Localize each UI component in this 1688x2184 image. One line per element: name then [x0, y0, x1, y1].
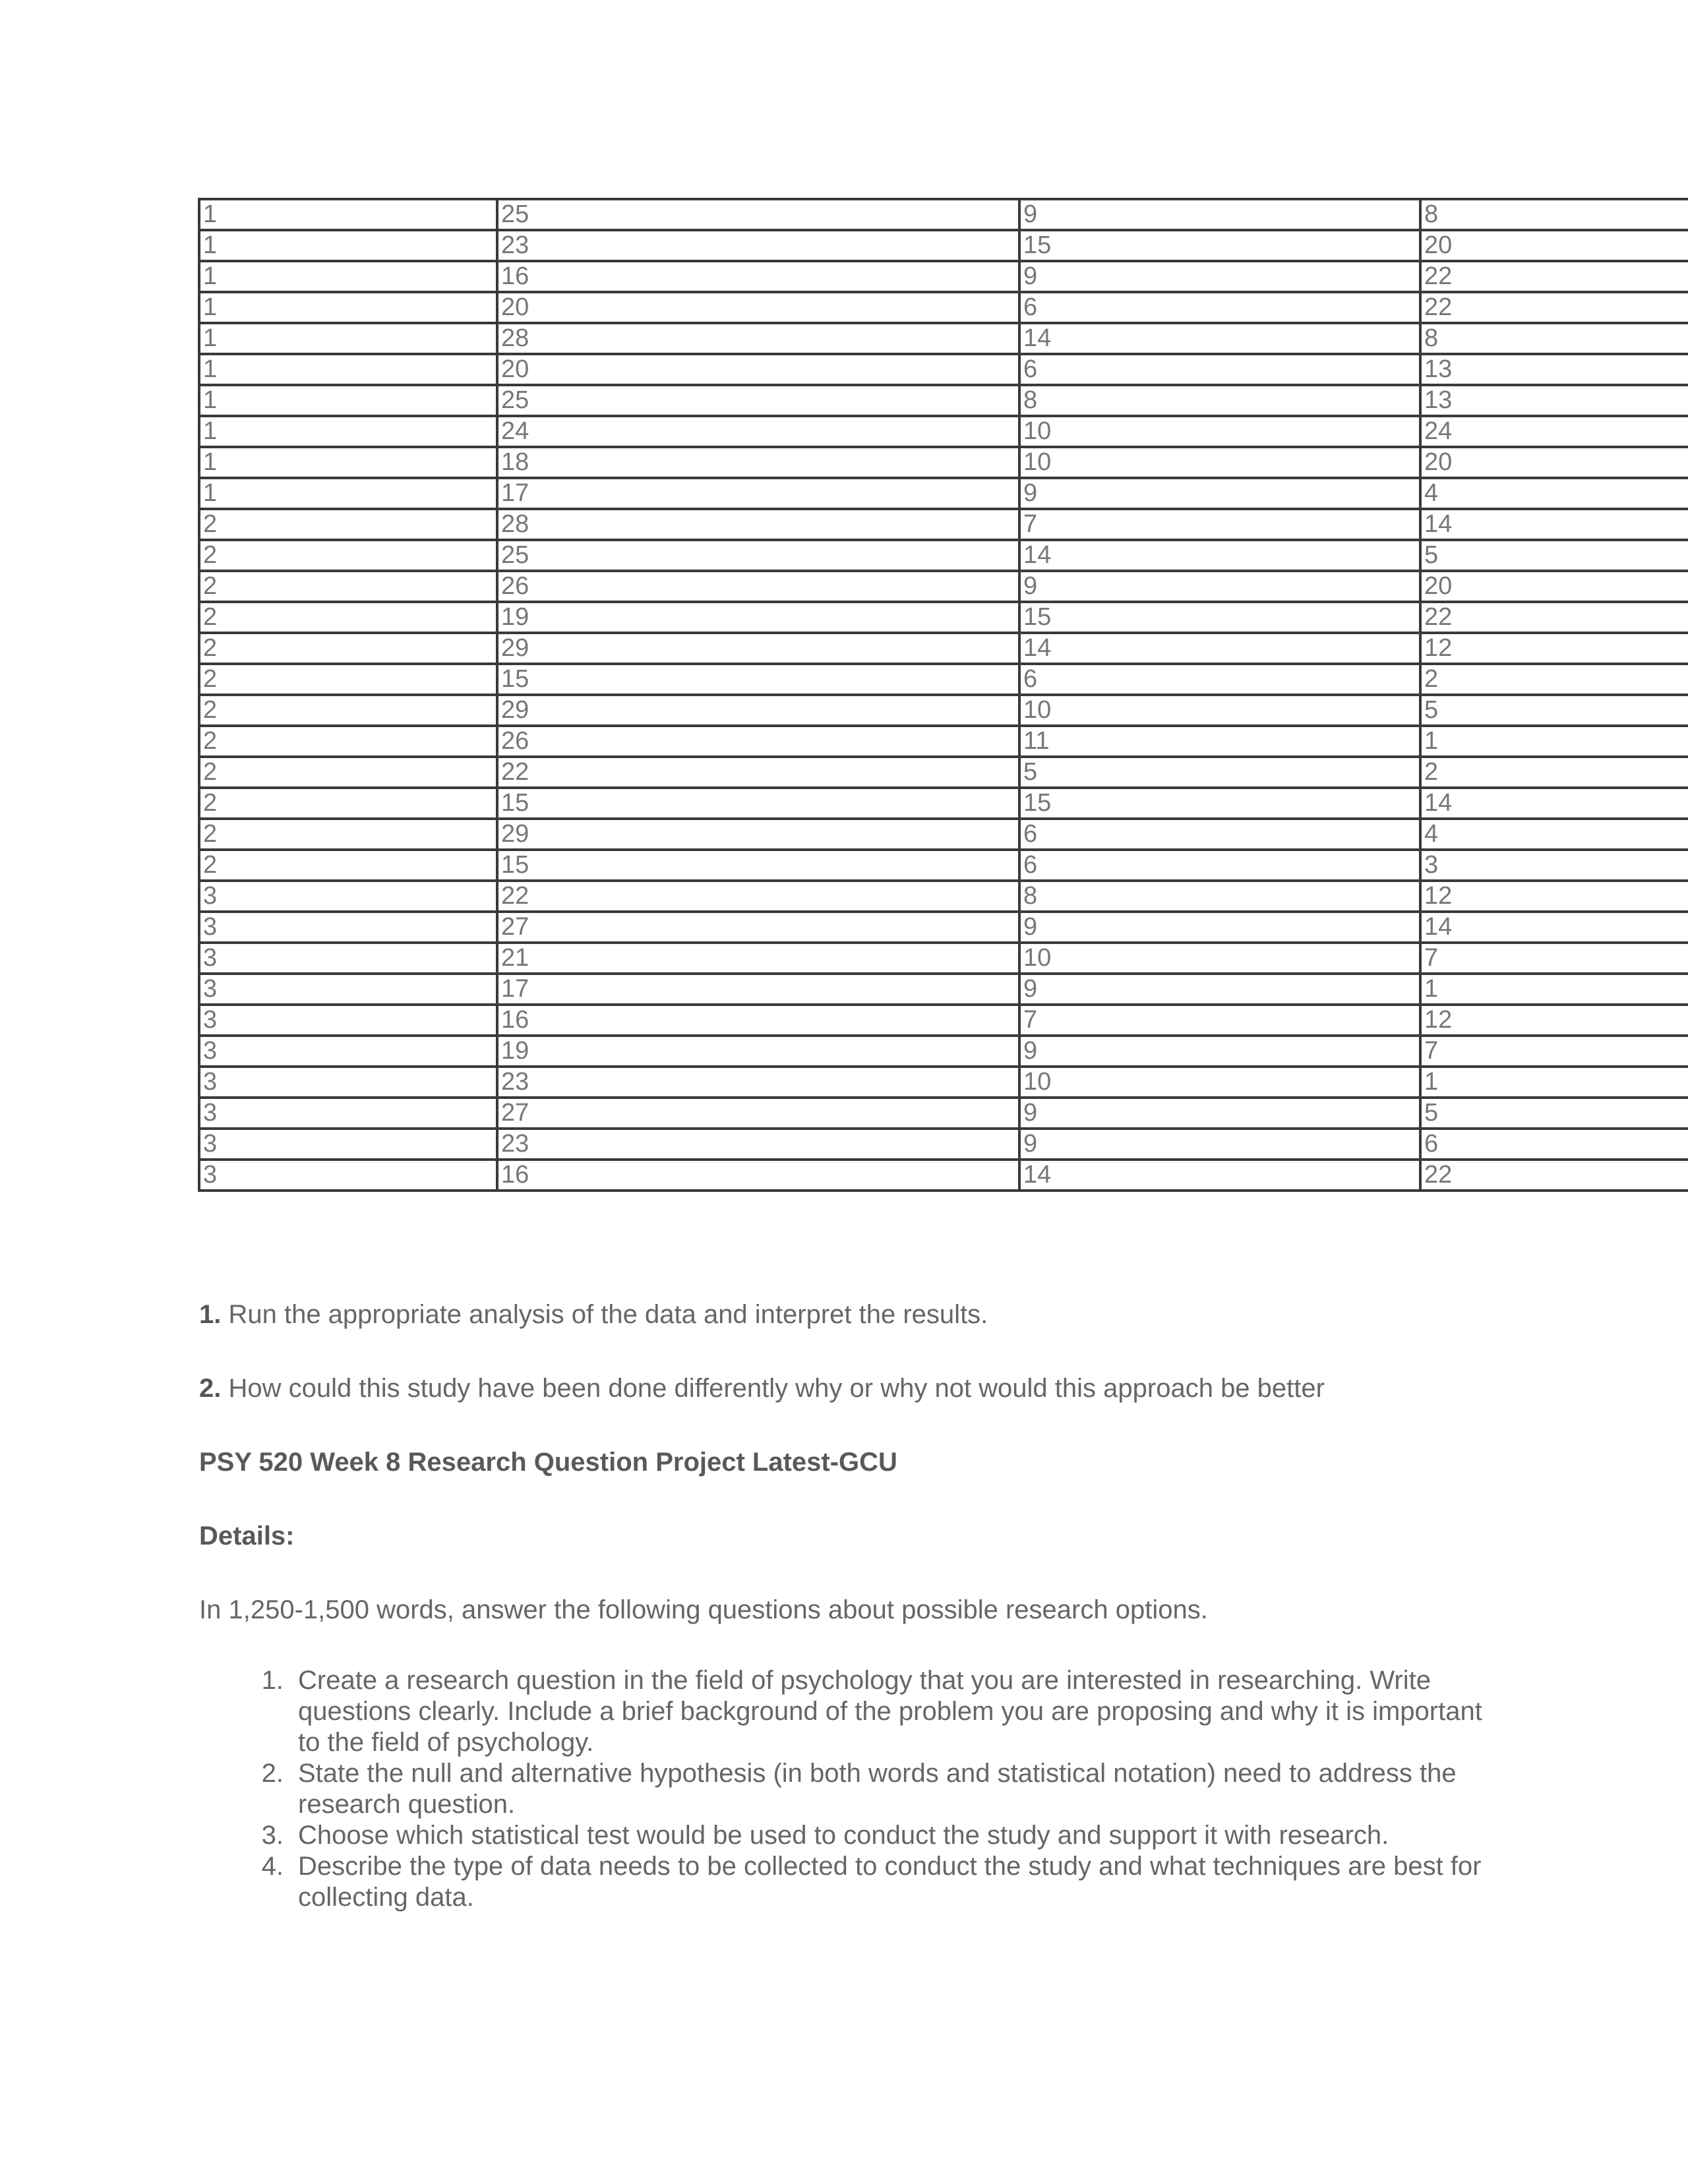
question-1-number: 1. — [199, 1300, 222, 1329]
table-cell: 20 — [497, 292, 1019, 323]
table-cell: 26 — [497, 571, 1019, 602]
table-cell: 2 — [199, 571, 497, 602]
task-text: Choose which statistical test would be used to conduct the study and support it with research. — [298, 1821, 1389, 1850]
table-row — [199, 974, 1688, 1005]
table-row — [199, 1067, 1688, 1098]
table-cell: 10 — [1019, 1067, 1420, 1098]
table-cell: 20 — [497, 354, 1019, 385]
table-row — [199, 633, 1688, 664]
table-row — [199, 354, 1688, 385]
table-row — [199, 447, 1688, 478]
table-cell: 25 — [497, 540, 1019, 571]
table-cell: 29 — [497, 819, 1019, 850]
table-cell: 2 — [199, 664, 497, 695]
table-row — [199, 819, 1688, 850]
table-cell: 7 — [1019, 1005, 1420, 1036]
table-cell: 7 — [1019, 509, 1420, 540]
table-cell: 3 — [1420, 850, 1688, 881]
table-cell: 14 — [1420, 912, 1688, 943]
table-row — [199, 1098, 1688, 1129]
table-row — [199, 323, 1688, 354]
table-row — [199, 540, 1688, 571]
table-cell: 21 — [497, 943, 1019, 974]
table-cell: 14 — [1019, 540, 1420, 571]
table-cell: 3 — [199, 974, 497, 1005]
table-cell: 1 — [1420, 1067, 1688, 1098]
table-row — [199, 726, 1688, 757]
table-cell: 3 — [199, 1129, 497, 1160]
table-cell: 20 — [1420, 571, 1688, 602]
table-cell: 22 — [1420, 1160, 1688, 1191]
table-cell: 3 — [199, 912, 497, 943]
table-row — [199, 912, 1688, 943]
table-cell: 12 — [1420, 881, 1688, 912]
table-cell: 9 — [1019, 1036, 1420, 1067]
table-cell: 5 — [1420, 540, 1688, 571]
table-cell: 9 — [1019, 199, 1420, 230]
table-cell: 1 — [199, 323, 497, 354]
table-cell: 26 — [497, 726, 1019, 757]
table-cell: 16 — [497, 1005, 1019, 1036]
table-cell: 29 — [497, 695, 1019, 726]
question-2-text: How could this study have been done differently why or why not would this approach be better — [221, 1374, 1325, 1403]
table-cell: 3 — [199, 943, 497, 974]
table-cell: 2 — [199, 726, 497, 757]
table-cell: 13 — [1420, 385, 1688, 416]
table-cell: 22 — [1420, 261, 1688, 292]
task-number: 3. — [261, 1821, 284, 1850]
table-cell: 27 — [497, 912, 1019, 943]
table-cell: 15 — [497, 788, 1019, 819]
table-cell: 9 — [1019, 974, 1420, 1005]
table-cell: 4 — [1420, 478, 1688, 509]
table-cell: 14 — [1019, 1160, 1420, 1191]
table-cell: 10 — [1019, 943, 1420, 974]
table-cell: 3 — [199, 1160, 497, 1191]
data-table-body — [199, 199, 1688, 1191]
table-row — [199, 1036, 1688, 1067]
assignment-title: PSY 520 Week 8 Research Question Project Latest-GCU — [199, 1448, 897, 1477]
table-cell: 1 — [199, 292, 497, 323]
table-cell: 14 — [1019, 633, 1420, 664]
table-cell: 19 — [497, 1036, 1019, 1067]
table-cell: 11 — [1019, 726, 1420, 757]
table-cell: 24 — [497, 416, 1019, 447]
table-cell: 10 — [1019, 695, 1420, 726]
table-cell: 8 — [1420, 199, 1688, 230]
table-cell: 7 — [1420, 943, 1688, 974]
table-cell: 1 — [199, 385, 497, 416]
details-label: Details: — [199, 1521, 295, 1550]
table-row — [199, 199, 1688, 230]
question-1-text: Run the appropriate analysis of the data and interpret the results. — [221, 1300, 988, 1329]
table-row — [199, 261, 1688, 292]
table-cell: 14 — [1420, 788, 1688, 819]
task-text: State the null and alternative hypothesis (in both words and statistical notation) need to address the research question. — [298, 1759, 1457, 1819]
table-cell: 28 — [497, 323, 1019, 354]
table-cell: 13 — [1420, 354, 1688, 385]
table-cell: 16 — [497, 261, 1019, 292]
table-row — [199, 757, 1688, 788]
table-row — [199, 385, 1688, 416]
table-cell: 2 — [199, 540, 497, 571]
table-row — [199, 292, 1688, 323]
table-cell: 2 — [199, 509, 497, 540]
table-cell: 1 — [1420, 726, 1688, 757]
table-row — [199, 695, 1688, 726]
table-row — [199, 881, 1688, 912]
table-cell: 15 — [497, 850, 1019, 881]
task-list — [244, 1665, 1497, 1913]
table-cell: 19 — [497, 602, 1019, 633]
table-cell: 15 — [497, 664, 1019, 695]
table-cell: 17 — [497, 974, 1019, 1005]
task-number: 1. — [261, 1666, 284, 1695]
table-row — [199, 1005, 1688, 1036]
table-row — [199, 943, 1688, 974]
table-cell: 23 — [497, 230, 1019, 261]
table-cell: 8 — [1019, 881, 1420, 912]
table-cell: 1 — [199, 230, 497, 261]
table-row — [199, 509, 1688, 540]
table-cell: 9 — [1019, 571, 1420, 602]
task-number: 4. — [261, 1852, 284, 1881]
task-item — [244, 1758, 1497, 1820]
table-cell: 9 — [1019, 912, 1420, 943]
table-cell: 5 — [1420, 1098, 1688, 1129]
table-row — [199, 850, 1688, 881]
table-cell: 7 — [1420, 1036, 1688, 1067]
table-cell: 14 — [1420, 509, 1688, 540]
task-item — [244, 1851, 1497, 1913]
data-table — [198, 198, 1688, 1192]
table-cell: 5 — [1019, 757, 1420, 788]
table-cell: 2 — [1420, 757, 1688, 788]
table-cell: 15 — [1019, 230, 1420, 261]
task-item — [244, 1820, 1497, 1851]
table-cell: 3 — [199, 881, 497, 912]
question-1 — [199, 1299, 1518, 1330]
table-cell: 6 — [1019, 292, 1420, 323]
table-cell: 22 — [1420, 602, 1688, 633]
table-cell: 17 — [497, 478, 1019, 509]
table-cell: 24 — [1420, 416, 1688, 447]
task-item — [244, 1665, 1497, 1758]
table-cell: 16 — [497, 1160, 1019, 1191]
table-cell: 18 — [497, 447, 1019, 478]
table-cell: 3 — [199, 1067, 497, 1098]
table-cell: 20 — [1420, 230, 1688, 261]
table-cell: 23 — [497, 1067, 1019, 1098]
table-cell: 22 — [1420, 292, 1688, 323]
table-cell: 3 — [199, 1098, 497, 1129]
table-cell: 5 — [1420, 695, 1688, 726]
task-text: Describe the type of data needs to be collected to conduct the study and what techniques are best for collecting data. — [298, 1852, 1482, 1912]
table-cell: 8 — [1420, 323, 1688, 354]
table-cell: 6 — [1420, 1129, 1688, 1160]
table-cell: 2 — [1420, 664, 1688, 695]
table-cell: 22 — [497, 757, 1019, 788]
table-cell: 28 — [497, 509, 1019, 540]
table-cell: 1 — [199, 199, 497, 230]
table-cell: 1 — [199, 354, 497, 385]
table-row — [199, 1129, 1688, 1160]
table-cell: 4 — [1420, 819, 1688, 850]
table-cell: 6 — [1019, 354, 1420, 385]
table-cell: 3 — [199, 1036, 497, 1067]
table-cell: 1 — [199, 478, 497, 509]
table-cell: 1 — [1420, 974, 1688, 1005]
table-cell: 9 — [1019, 478, 1420, 509]
table-cell: 20 — [1420, 447, 1688, 478]
question-2 — [199, 1372, 1518, 1404]
table-cell: 14 — [1019, 323, 1420, 354]
assignment-intro: In 1,250-1,500 words, answer the following questions about possible research options. — [199, 1595, 1208, 1624]
table-cell: 2 — [199, 695, 497, 726]
table-cell: 23 — [497, 1129, 1019, 1160]
task-number: 2. — [261, 1759, 284, 1788]
table-cell: 2 — [199, 602, 497, 633]
table-cell: 9 — [1019, 1129, 1420, 1160]
table-cell: 25 — [497, 199, 1019, 230]
table-cell: 10 — [1019, 447, 1420, 478]
table-cell: 2 — [199, 633, 497, 664]
table-row — [199, 602, 1688, 633]
table-cell: 1 — [199, 416, 497, 447]
task-text: Create a research question in the field of psychology that you are interested in researching. Write questions clearly. Include a brief background of the problem you are proposing and why it is important to the field of psychology. — [298, 1666, 1482, 1757]
table-cell: 22 — [497, 881, 1019, 912]
table-row — [199, 1160, 1688, 1191]
table-row — [199, 788, 1688, 819]
table-row — [199, 571, 1688, 602]
question-2-number: 2. — [199, 1374, 222, 1403]
table-cell: 15 — [1019, 788, 1420, 819]
table-cell: 8 — [1019, 385, 1420, 416]
table-row — [199, 478, 1688, 509]
table-cell: 27 — [497, 1098, 1019, 1129]
table-cell: 9 — [1019, 1098, 1420, 1129]
table-row — [199, 230, 1688, 261]
table-cell: 2 — [199, 850, 497, 881]
table-cell: 6 — [1019, 664, 1420, 695]
table-cell: 9 — [1019, 261, 1420, 292]
table-cell: 2 — [199, 788, 497, 819]
table-cell: 12 — [1420, 633, 1688, 664]
table-cell: 2 — [199, 757, 497, 788]
table-cell: 12 — [1420, 1005, 1688, 1036]
table-cell: 3 — [199, 1005, 497, 1036]
table-cell: 10 — [1019, 416, 1420, 447]
table-cell: 29 — [497, 633, 1019, 664]
table-cell: 15 — [1019, 602, 1420, 633]
table-cell: 6 — [1019, 850, 1420, 881]
table-cell: 1 — [199, 261, 497, 292]
table-cell: 25 — [497, 385, 1019, 416]
table-cell: 2 — [199, 819, 497, 850]
table-cell: 6 — [1019, 819, 1420, 850]
table-row — [199, 416, 1688, 447]
table-cell: 1 — [199, 447, 497, 478]
table-row — [199, 664, 1688, 695]
